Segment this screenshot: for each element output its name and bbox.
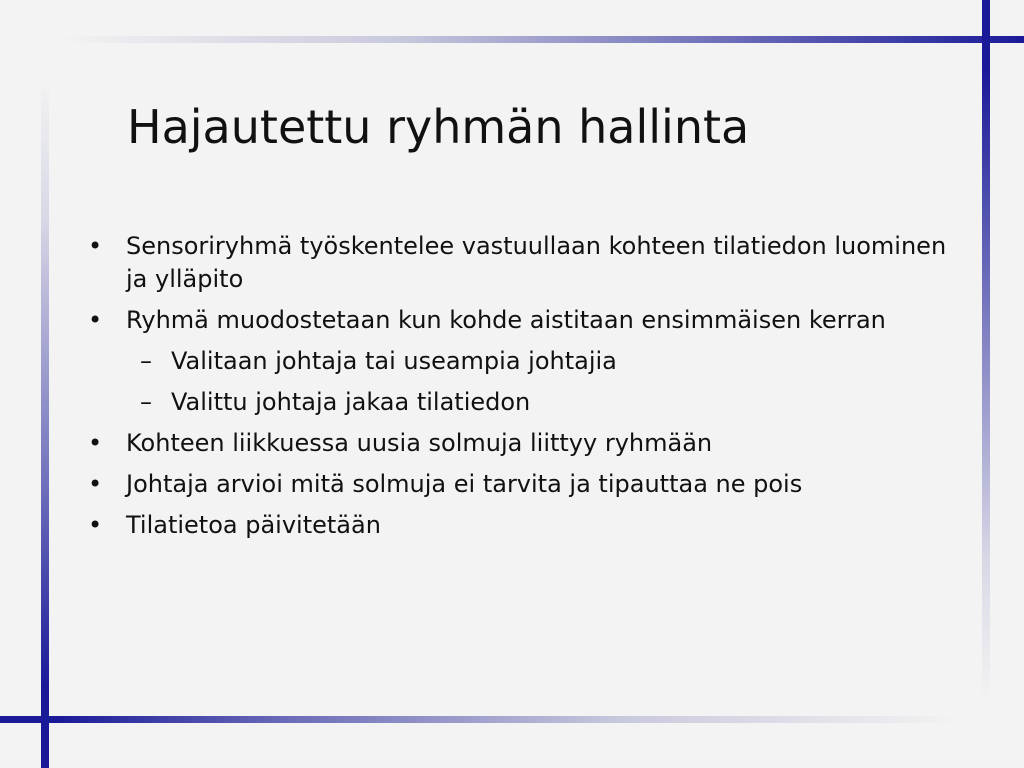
frame-line-top	[60, 36, 1024, 43]
frame-line-left	[41, 80, 49, 768]
bullet-icon: •	[88, 306, 103, 334]
sub-bullet-text: Valittu johtaja jakaa tilatiedon	[171, 388, 531, 416]
bullet-icon: •	[88, 429, 103, 457]
bullet-item	[88, 509, 948, 542]
bullet-icon: •	[88, 470, 103, 498]
sub-bullet-text: Valitaan johtaja tai useampia johtajia	[171, 347, 617, 375]
bullet-text: Tilatietoa päivitetään	[126, 511, 381, 539]
bullet-list	[88, 230, 948, 550]
sub-bullet-item	[88, 386, 948, 419]
bullet-text: Johtaja arvioi mitä solmuja ei tarvita ja tipauttaa ne pois	[126, 470, 803, 498]
bullet-item	[88, 427, 948, 460]
bullet-item	[88, 304, 948, 337]
bullet-icon: •	[88, 511, 103, 539]
bullet-item	[88, 230, 948, 296]
bullet-item	[88, 468, 948, 501]
bullet-text: Sensoriryhmä työskentelee vastuullaan kohteen tilatiedon luominen ja ylläpito	[126, 232, 947, 293]
frame-line-right	[982, 0, 990, 700]
bullet-text: Ryhmä muodostetaan kun kohde aistitaan ensimmäisen kerran	[126, 306, 886, 334]
sub-bullet-item	[88, 345, 948, 378]
dash-icon: –	[140, 347, 152, 375]
frame-line-bottom	[0, 716, 960, 723]
slide-title: Hajautettu ryhmän hallinta	[127, 100, 750, 154]
dash-icon: –	[140, 388, 152, 416]
bullet-icon: •	[88, 232, 103, 260]
bullet-text: Kohteen liikkuessa uusia solmuja liittyy ryhmään	[126, 429, 713, 457]
